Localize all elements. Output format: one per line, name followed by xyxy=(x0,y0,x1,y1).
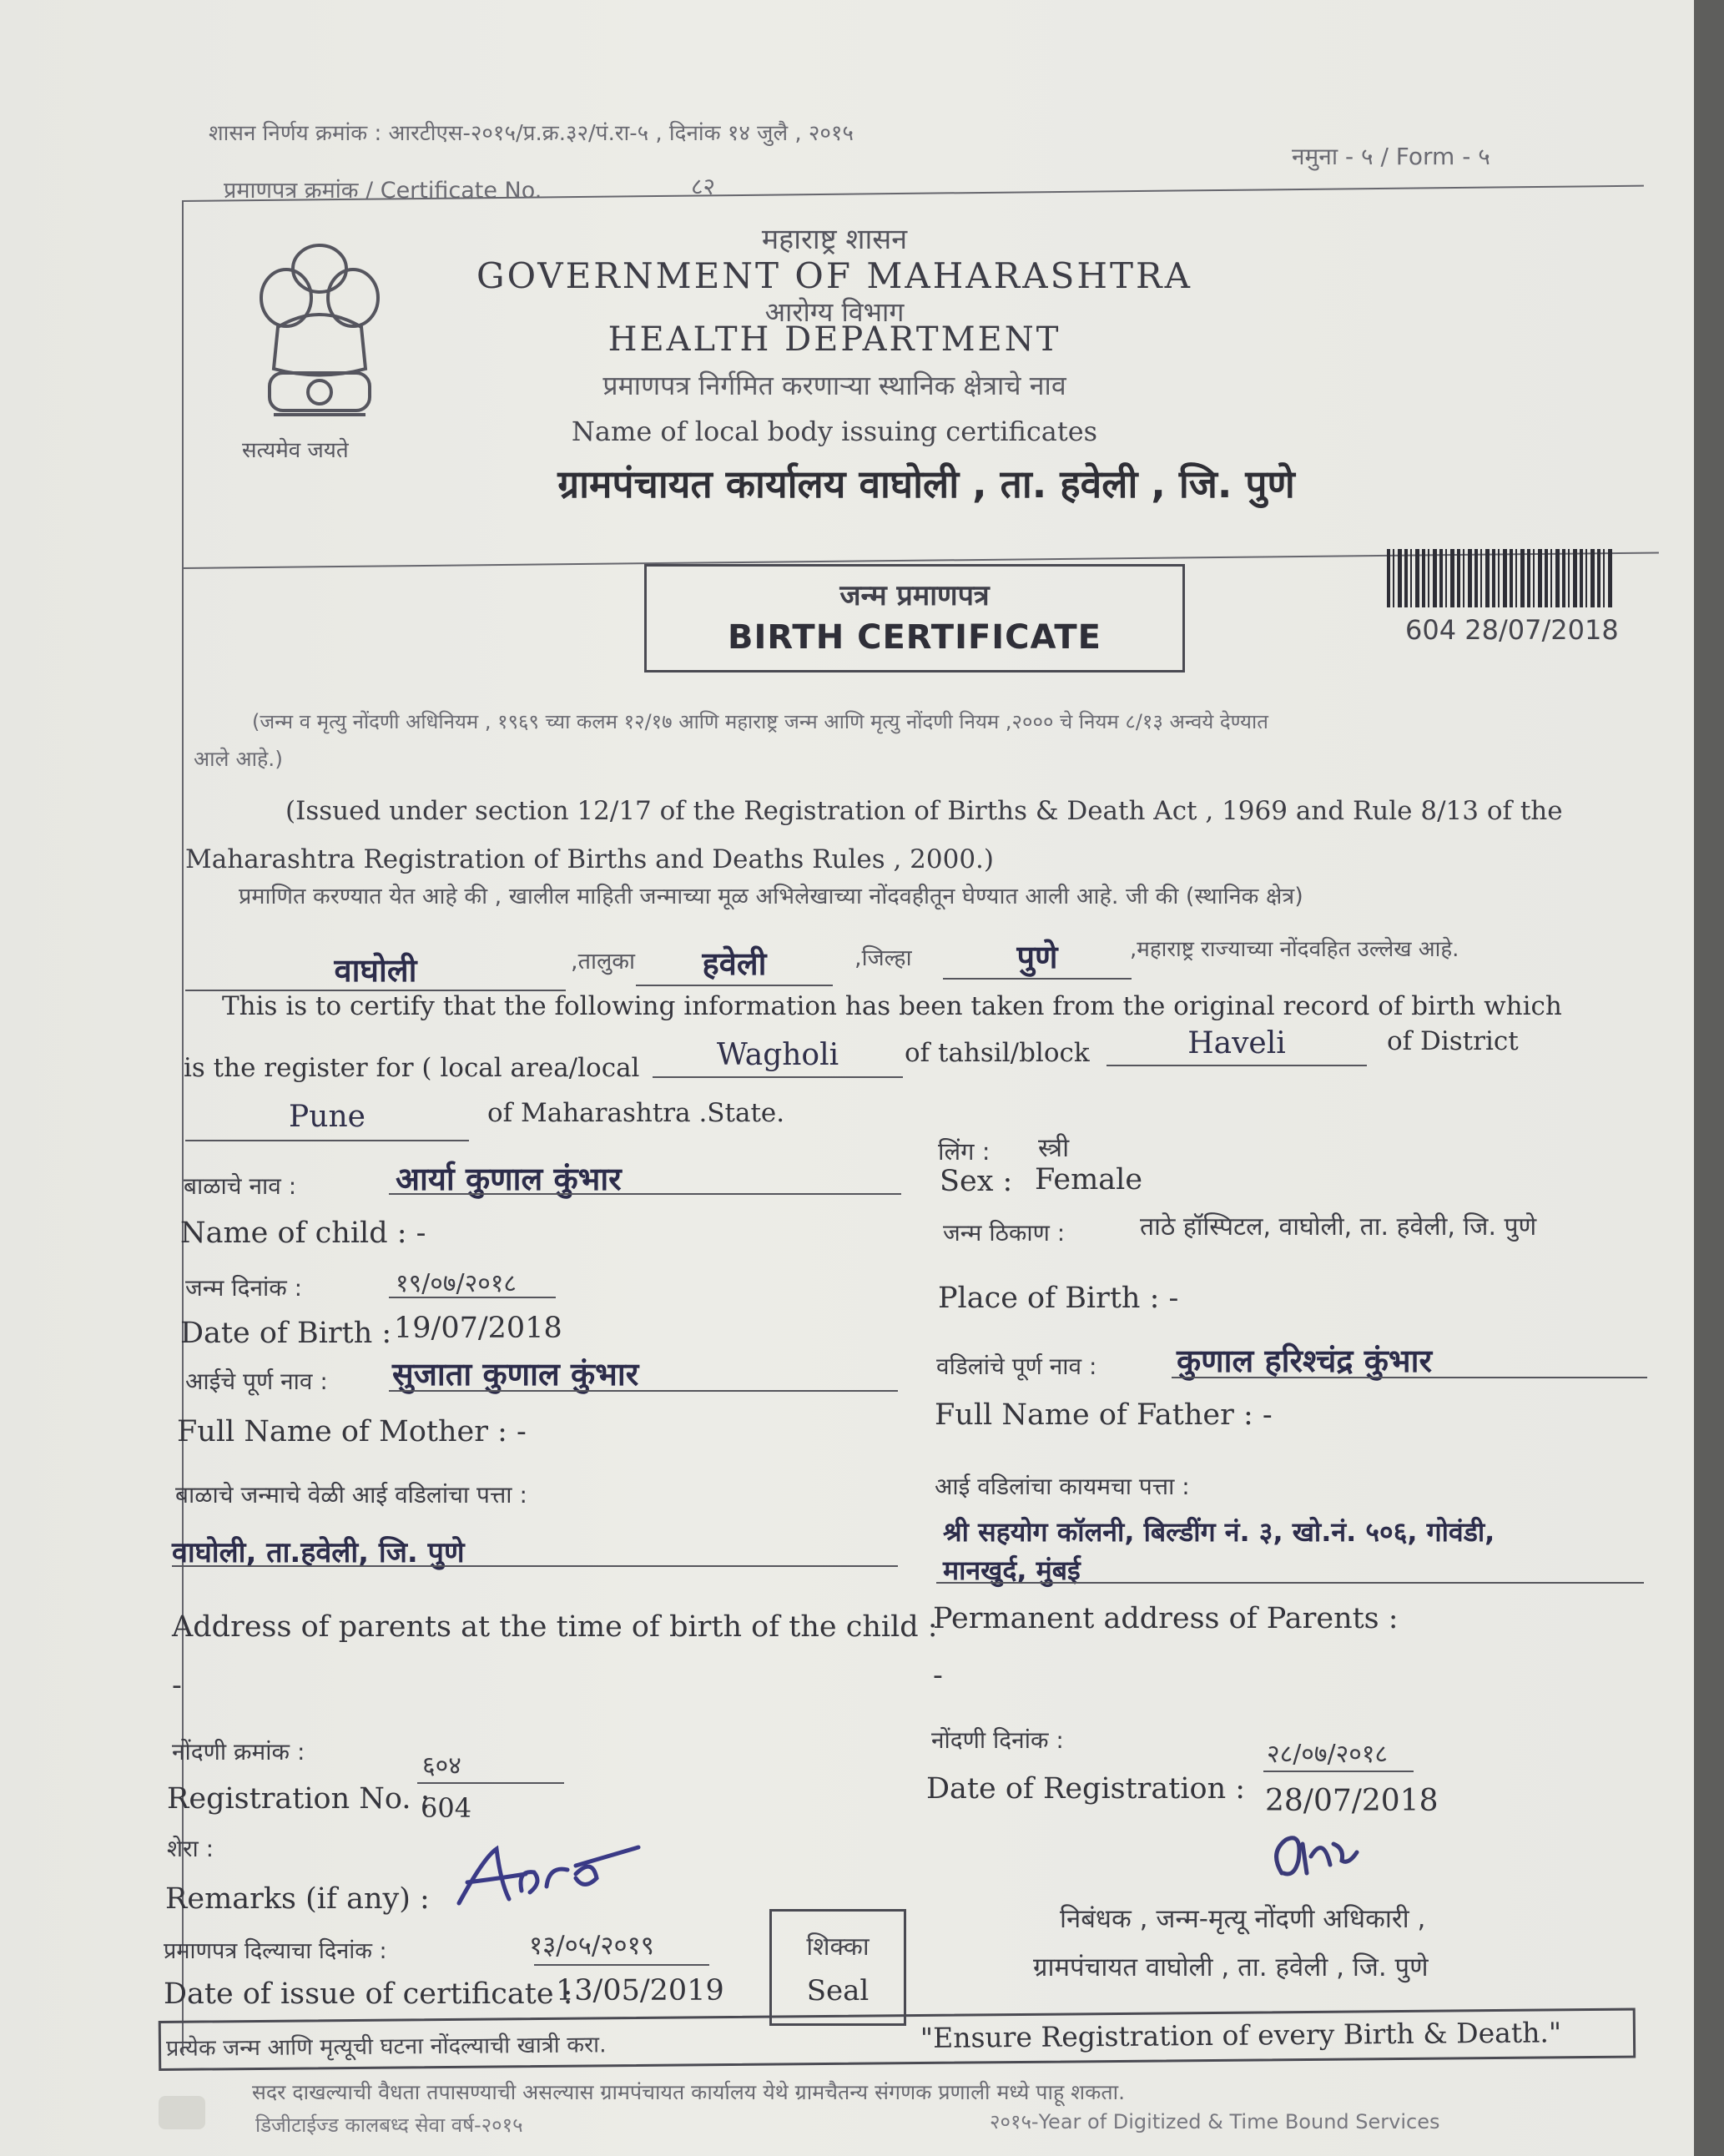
barcode-text: 604 28/07/2018 xyxy=(1405,614,1619,646)
dob-label-en: Date of Birth : xyxy=(180,1317,392,1350)
reg-date-label-mr: नोंदणी दिनांक : xyxy=(931,1726,1064,1754)
title-en: BIRTH CERTIFICATE xyxy=(728,618,1101,657)
taluka-mr-line xyxy=(636,985,833,986)
reg-no-en: 604 xyxy=(421,1792,472,1824)
gr-reference: शासन निर्णय क्रमांक : आरटीएस-२०१५/प्र.क्र.३२/पं.रा-५ , दिनांक १४ जुलै , २०१५ xyxy=(209,121,854,146)
barcode-icon xyxy=(1387,549,1612,607)
mother-label-mr: आईचे पूर्ण नाव : xyxy=(185,1368,328,1395)
seal-box xyxy=(769,1909,906,2026)
addr-perm-label-mr: आई वडिलांचा कायमचा पत्ता : xyxy=(935,1473,1190,1500)
district-mr-line xyxy=(943,978,1132,980)
father-label-en: Full Name of Father : - xyxy=(935,1398,1273,1432)
district-label-en: of District xyxy=(1387,1026,1519,1056)
reg-date-en: 28/07/2018 xyxy=(1265,1784,1439,1818)
certify-mr: प्रमाणित करण्यात येत आहे की , खालील माहिती जन्माच्या मूळ अभिलेखाच्या नोंदवहीतून घेण्यात आली आहे. जी की (स्थानिक क्षेत्र) xyxy=(239,884,1303,909)
certify-en-line1: This is to certify that the following information has been taken from the original record of birth which xyxy=(222,991,1562,1021)
act-mr-line1: (जन्म व मृत्यु नोंदणी अधिनियम , १९६९ च्या कलम १२/१७ आणि महाराष्ट्र जन्म आणि मृत्यु नोंदणी नियम ,२००० चे नियम ८/१३ अन्वये देण्यात xyxy=(252,710,1268,733)
dob-mr-line xyxy=(389,1297,556,1298)
local-body-label-mr: प्रमाणपत्र निर्गमित करणाऱ्या स्थानिक क्षेत्राचे नाव xyxy=(602,370,1066,401)
digitized-en: २०१५-Year of Digitized & Time Bound Services xyxy=(990,2110,1440,2133)
reg-date-line xyxy=(1263,1771,1414,1772)
pob-label-mr: जन्म ठिकाण : xyxy=(943,1219,1066,1247)
form-number: नमुना - ५ / Form - ५ xyxy=(1292,143,1490,170)
village-en-line xyxy=(653,1076,903,1078)
certify-en-prefix: is the register for ( local area/local xyxy=(184,1053,640,1083)
district-label-mr: ,जिल्हा xyxy=(854,945,912,971)
act-en-line2: Maharashtra Registration of Births and Deaths Rules , 2000.) xyxy=(185,844,995,874)
certificate-no-label: प्रमाणपत्र क्रमांक / Certificate No. xyxy=(224,178,542,204)
slogan-en: "Ensure Registration of every Birth & Death." xyxy=(920,2016,1562,2055)
sex-label-en: Sex : xyxy=(940,1165,1013,1198)
frame-left xyxy=(182,200,184,2053)
reg-no-line xyxy=(417,1782,564,1784)
registrar-initial-signature xyxy=(1265,1827,1374,1886)
village-mr: वाघोली xyxy=(334,952,417,989)
sex-mr: स्त्री xyxy=(1038,1133,1070,1163)
local-body-label-en: Name of local body issuing certificates xyxy=(571,416,1098,447)
dept-name-mr: आरोग्य विभाग xyxy=(764,296,905,328)
district-mr: पुणे xyxy=(1016,939,1058,975)
tahsil-label-en: of tahsil/block xyxy=(905,1038,1090,1068)
sex-label-mr: लिंग : xyxy=(938,1137,991,1166)
district-en: Pune xyxy=(289,1100,365,1134)
mother-label-en: Full Name of Mother : - xyxy=(177,1415,527,1448)
validity-note: सदर दाखल्याची वैधता तपासण्याची असल्यास ग्रामपंचायत कार्यालय येथे ग्रामचैतन्य संगणक प्रणाली मध्ये पाहू शकता. xyxy=(252,2080,1126,2104)
emblem-motto: सत्यमेव जयते xyxy=(242,438,349,463)
registrar-line1: निबंधक , जन्म-मृत्यू नोंदणी अधिकारी , xyxy=(1060,1904,1426,1934)
issue-label-mr: प्रमाणपत्र दिल्याचा दिनांक : xyxy=(164,1938,387,1964)
reg-date-mr: २८/०७/२०१८ xyxy=(1267,1740,1389,1769)
issue-label-en: Date of issue of certificate : xyxy=(164,1977,573,2011)
district-en-line xyxy=(185,1140,469,1141)
ashoka-emblem-icon xyxy=(249,235,391,436)
digitized-mr: डिजीटाईज्ड कालबध्द सेवा वर्ष-२०१५ xyxy=(255,2113,523,2137)
pob-label-en: Place of Birth : - xyxy=(938,1282,1179,1315)
seal-en: Seal xyxy=(806,1974,870,2007)
title-mr: जन्म प्रमाणपत्र xyxy=(839,579,990,612)
state-suffix-mr: ,महाराष्ट्र राज्याच्या नोंदवहित उल्लेख आहे. xyxy=(1130,937,1459,962)
addr-perm-line2: मानखुर्द, मुंबई xyxy=(943,1554,1081,1586)
title-box xyxy=(644,564,1185,672)
father-name-line xyxy=(1172,1377,1647,1378)
reg-date-label-en: Date of Registration : xyxy=(926,1772,1246,1806)
taluka-label-mr: ,तालुका xyxy=(571,949,636,975)
act-en-line1: (Issued under section 12/17 of the Registration of Births & Death Act , 1969 and Rule 8/13 of the xyxy=(285,796,1563,826)
slogan-mr: प्रत्येक जन्म आणि मृत्यूची घटना नोंदल्याची खात्री करा. xyxy=(165,2032,607,2062)
mother-name: सुजाता कुणाल कुंभार xyxy=(392,1356,639,1393)
child-name: आर्या कुणाल कुंभार xyxy=(396,1161,622,1197)
father-label-mr: वडिलांचे पूर्ण नाव : xyxy=(936,1353,1097,1380)
addr-birth-label-en: Address of parents at the time of birth of the child : xyxy=(172,1610,938,1644)
govt-name-mr: महाराष्ट्र शासन xyxy=(761,223,908,256)
addr-birth-en: - xyxy=(172,1669,182,1702)
tahsil-en: Haveli xyxy=(1187,1026,1286,1060)
pob-mr: ताठे हॉस्पिटल, वाघोली, ता. हवेली, जि. पुणे xyxy=(1140,1212,1537,1242)
reg-no-mr: ६०४ xyxy=(422,1751,461,1781)
govt-name-en: GOVERNMENT OF MAHARASHTRA xyxy=(476,255,1192,296)
state-suffix-en: of Maharashtra .State. xyxy=(487,1098,785,1128)
issue-date-en: 13/05/2019 xyxy=(556,1974,724,2007)
addr-birth-label-mr: बाळाचे जन्माचे वेळी आई वडिलांचा पत्ता : xyxy=(175,1481,527,1509)
seal-mr: शिक्का xyxy=(806,1932,870,1962)
village-en: Wagholi xyxy=(716,1038,839,1072)
local-body-name: ग्रामपंचायत कार्यालय वाघोली , ता. हवेली , जि. पुणे xyxy=(557,461,1295,506)
father-name: कुणाल हरिश्चंद्र कुंभार xyxy=(1177,1342,1433,1379)
slogan-box xyxy=(159,2008,1636,2071)
taluka-mr: हवेली xyxy=(702,945,767,982)
remarks-signature xyxy=(451,1832,643,1916)
issue-date-mr: १३/०५/२०१९ xyxy=(529,1931,654,1961)
child-name-line xyxy=(389,1193,901,1195)
remarks-label-mr: शेरा : xyxy=(167,1835,214,1862)
act-mr-line2: आले आहे.) xyxy=(194,747,283,771)
sex-en: Female xyxy=(1035,1163,1143,1196)
logo-icon xyxy=(159,2096,205,2129)
mother-name-line xyxy=(389,1390,898,1392)
registrar-line2: ग्रामपंचायत वाघोली , ता. हवेली , जि. पुणे xyxy=(1033,1952,1429,1982)
reg-no-label-en: Registration No. : xyxy=(167,1782,431,1816)
certificate-no: ८२ xyxy=(691,173,716,200)
dob-mr: १९/०७/२०१८ xyxy=(396,1269,517,1298)
addr-perm-line1: श्री सहयोग कॉलनी, बिल्डींग नं. ३, खो.नं. ५०६, गोवंडी, xyxy=(943,1516,1495,1548)
addr-perm-label-en: Permanent address of Parents : xyxy=(933,1602,1399,1635)
dept-name-en: HEALTH DEPARTMENT xyxy=(607,320,1061,359)
child-name-label-mr: बाळाचे नाव : xyxy=(184,1172,297,1200)
addr-perm-en: - xyxy=(933,1659,943,1692)
addr-perm-line xyxy=(936,1582,1644,1584)
addr-birth-mr: वाघोली, ता.हवेली, जि. पुणे xyxy=(172,1536,465,1569)
addr-birth-line xyxy=(172,1565,898,1567)
reg-no-label-mr: नोंदणी क्रमांक : xyxy=(172,1738,305,1766)
dob-label-mr: जन्म दिनांक : xyxy=(185,1274,303,1302)
issue-date-line xyxy=(534,1964,709,1966)
remarks-label-en: Remarks (if any) : xyxy=(165,1882,430,1916)
tahsil-en-line xyxy=(1106,1065,1367,1066)
dob-en: 19/07/2018 xyxy=(394,1312,562,1345)
child-name-label-en: Name of child : - xyxy=(180,1217,426,1250)
